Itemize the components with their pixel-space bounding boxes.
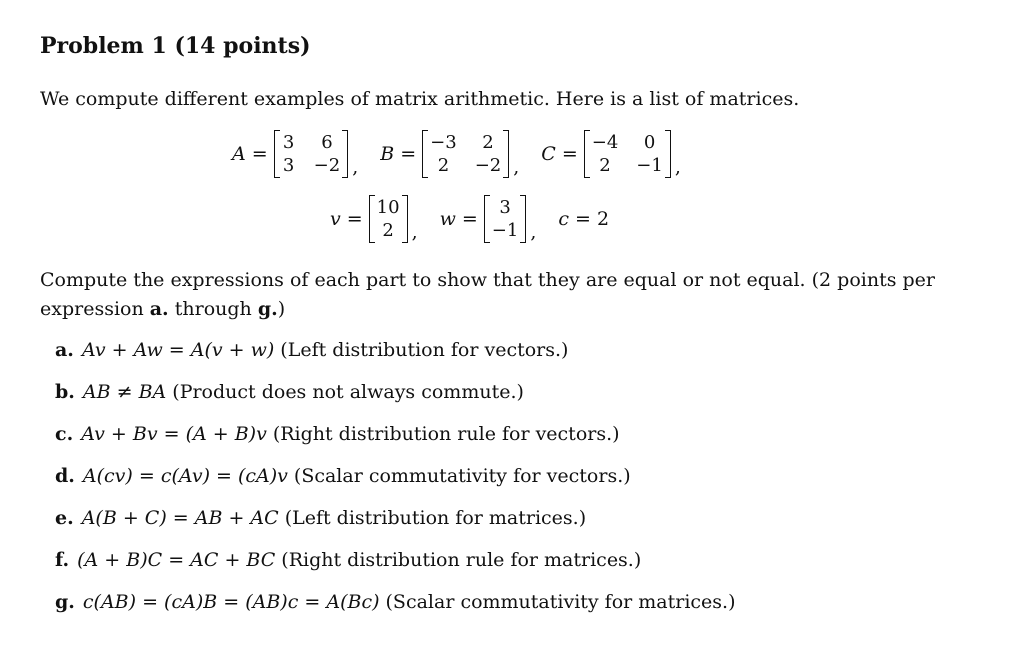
part-note: (Left distribution for matrices.) [284,507,587,529]
part-f [55,546,736,588]
equals-sign: = [575,208,591,230]
vector-definitions-row [330,195,609,243]
comma: , [352,156,359,178]
part-expression: A(B + C) = AB + AC [81,507,279,529]
problem-title: Problem 1 (14 points) [40,33,311,59]
matrix-cell: 2 [437,155,450,176]
matrix-b [422,130,509,178]
part-label: d. [55,465,75,487]
scalar-c-value: 2 [596,208,610,230]
matrix-cell: −2 [313,155,341,176]
compute-first-label: a. [149,298,169,320]
compute-last-label: g. [257,298,278,320]
vector-v-label: v [330,208,341,230]
part-note: (Scalar commutativity for matrices.) [385,591,736,613]
part-g [55,588,736,630]
compute-close: ) [277,298,286,320]
part-e [55,504,736,546]
comma: , [513,156,520,178]
part-b [55,378,736,420]
part-note: (Right distribution rule for matrices.) [281,549,642,571]
matrix-cell: 6 [321,132,333,153]
equals-sign: = [346,208,363,230]
part-note: (Left distribution for vectors.) [280,339,569,361]
parts-list [55,336,736,630]
vector-cell: 3 [499,197,511,218]
matrix-cell: 2 [599,155,611,176]
matrix-a [274,130,349,178]
matrix-c [584,130,671,178]
matrix-a-label: A [232,143,246,165]
part-d [55,462,736,504]
matrix-cell: −2 [474,155,502,176]
equals-sign: = [461,208,478,230]
compute-text: Compute the expressions of each part to show that they are equal or not equal. (2 points per expression [40,269,936,320]
part-label: c. [55,423,74,445]
equals-sign: = [251,143,268,165]
vector-w [484,195,527,243]
matrix-c-label: C [541,143,556,165]
part-label: b. [55,381,75,403]
matrix-cell: 0 [643,132,656,153]
comma: , [674,156,681,178]
part-label: g. [55,591,75,613]
comma: , [530,221,537,243]
matrix-cell: 2 [482,132,494,153]
part-expression: (A + B)C = AC + BC [77,549,276,571]
scalar-c-label: c [558,208,570,230]
equals-sign: = [561,143,578,165]
matrix-definitions-row [232,130,703,178]
vector-cell: 10 [376,197,400,218]
part-expression: Av + Bv = (A + B)v [81,423,267,445]
vector-cell: 2 [382,220,394,241]
compute-instructions [40,266,970,324]
matrix-cell: 3 [282,132,295,153]
part-note: (Right distribution rule for vectors.) [272,423,620,445]
matrix-b-label: B [380,143,395,165]
matrix-cell: −1 [636,155,663,176]
vector-w-label: w [439,208,456,230]
part-note: (Scalar commutativity for vectors.) [293,465,631,487]
matrix-cell: −4 [591,132,619,153]
part-expression: Av + Aw = A(v + w) [81,339,275,361]
vector-cell: −1 [491,220,519,241]
part-c [55,420,736,462]
part-expression: A(cv) = c(Av) = (cA)v [82,465,288,487]
part-label: f. [55,549,70,571]
part-a [55,336,736,378]
equals-sign: = [400,143,417,165]
compute-through: through [174,298,252,320]
part-label: a. [55,339,74,361]
matrix-cell: 3 [282,155,295,176]
part-note: (Product does not always commute.) [172,381,524,403]
part-expression: c(AB) = (cA)B = (AB)c = A(Bc) [82,591,380,613]
comma: , [411,221,418,243]
part-label: e. [55,507,74,529]
vector-v [369,195,408,243]
intro-text: We compute different examples of matrix arithmetic. Here is a list of matrices. [40,88,800,110]
matrix-cell: −3 [430,132,457,153]
part-expression: AB ≠ BA [82,381,167,403]
